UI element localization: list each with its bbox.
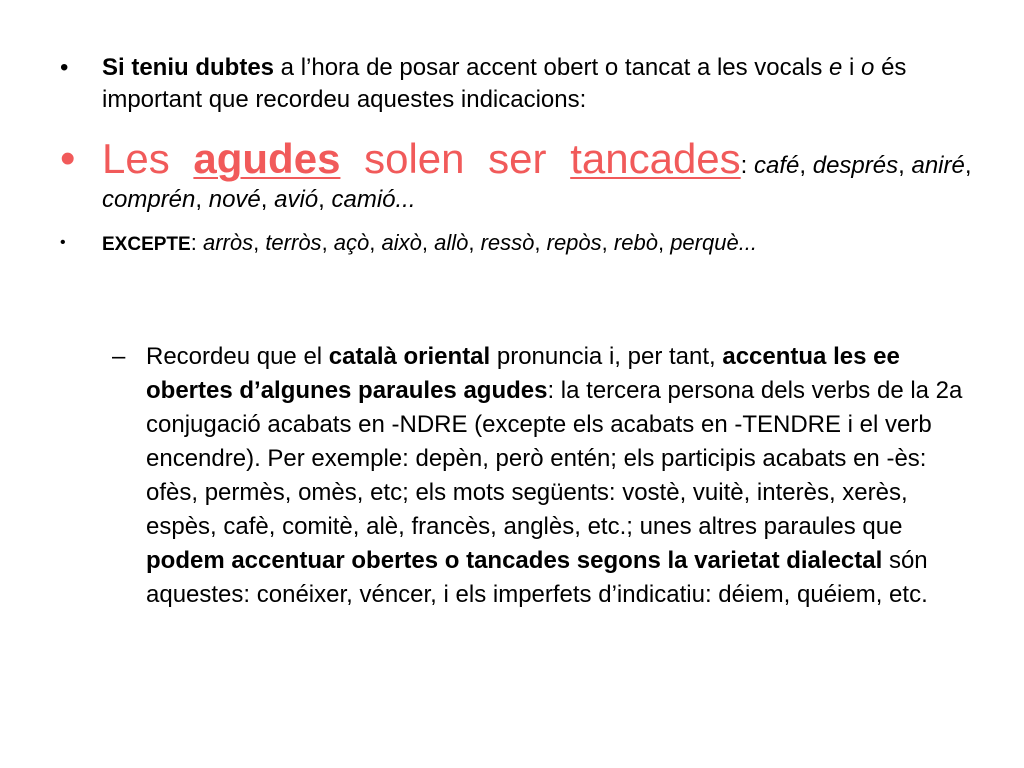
bullet-excepte-text: EXCEPTE: arròs, terròs, açò, això, allò, ressò, repòs, rebò, perquè... — [102, 230, 758, 255]
sub-bullet-oriental — [112, 340, 972, 612]
intro-text-3: és important que recordeu aquestes indicacions: — [102, 54, 907, 113]
exception-word: terròs — [265, 230, 322, 255]
intro-text-2: i — [842, 54, 862, 81]
example-word: després — [812, 152, 899, 179]
sub-bold-1: català oriental — [328, 343, 491, 370]
exception-word: repòs — [546, 230, 602, 255]
bullet-agudes — [60, 134, 980, 216]
bullet-intro-text — [102, 52, 980, 116]
exception-word: perquè... — [670, 230, 758, 255]
word-solen-ser: solen ser — [364, 135, 547, 182]
word-tancades: tancades — [570, 135, 741, 182]
sub-text-4: són aquestes: conéixer, véncer, i els imperfets d’indicatiu: déiem, quéiem, etc. — [146, 547, 928, 608]
agudes-colon: : — [740, 152, 748, 179]
sub-bullet-marker: – — [112, 343, 126, 370]
sub-bold-2: accentua les ee obertes d’algunes paraules agudes — [146, 343, 900, 404]
exception-word: arròs — [202, 230, 254, 255]
excepte-colon: : — [190, 230, 197, 255]
sub-text-2: pronuncia i, per tant, — [490, 343, 723, 370]
example-word: aniré — [911, 152, 965, 179]
exception-word: això — [381, 230, 422, 255]
bullet-excepte — [60, 228, 980, 260]
sub-text-1: Recordeu que el — [146, 343, 329, 370]
intro-text-1: a l’hora de posar accent obert o tancat a les vocals — [274, 54, 830, 81]
exception-word: allò — [434, 230, 469, 255]
sub-bold-3: podem accentuar obertes o tancades segons la varietat dialectal — [146, 547, 883, 574]
intro-vowel-e: e — [829, 54, 843, 81]
intro-vowel-o: o — [861, 54, 875, 81]
exception-word: açò — [333, 230, 370, 255]
bullet-marker: • — [60, 54, 69, 81]
example-word: avió — [274, 186, 319, 213]
example-word: nové — [208, 186, 261, 213]
sub-text-3: : la tercera persona dels verbs de la 2a conjugació acabats en -NDRE (excepte els acabats en -TENDRE i el verb encendre). Per exemple: depèn, però entén; els participis acabats en -ès: ofès, permès, omès, etc; els mots següents: vostè, vuitè, interès, xerès, espès, cafè, comitè, alè, francès, anglès, etc.; unes altres paraules que — [146, 377, 963, 540]
example-word: café — [754, 152, 800, 179]
excepte-lead: EXCEPTE — [102, 234, 191, 255]
word-agudes: agudes — [193, 135, 341, 182]
bullet-agudes-text: Les agudes solen ser tancades: café, després, aniré, comprén, nové, avió, camió... — [102, 135, 972, 213]
example-word: camió... — [331, 186, 416, 213]
sub-bullet-text — [146, 340, 972, 612]
bullet-intro — [60, 52, 980, 116]
exception-word: ressò — [480, 230, 535, 255]
bullet-marker: • — [60, 234, 66, 251]
exception-word: rebò — [613, 230, 658, 255]
intro-bold-lead: Si teniu dubtes — [102, 54, 275, 81]
bullet-marker: • — [60, 134, 76, 183]
word-les: Les — [102, 135, 170, 182]
example-word: comprén — [102, 186, 196, 213]
